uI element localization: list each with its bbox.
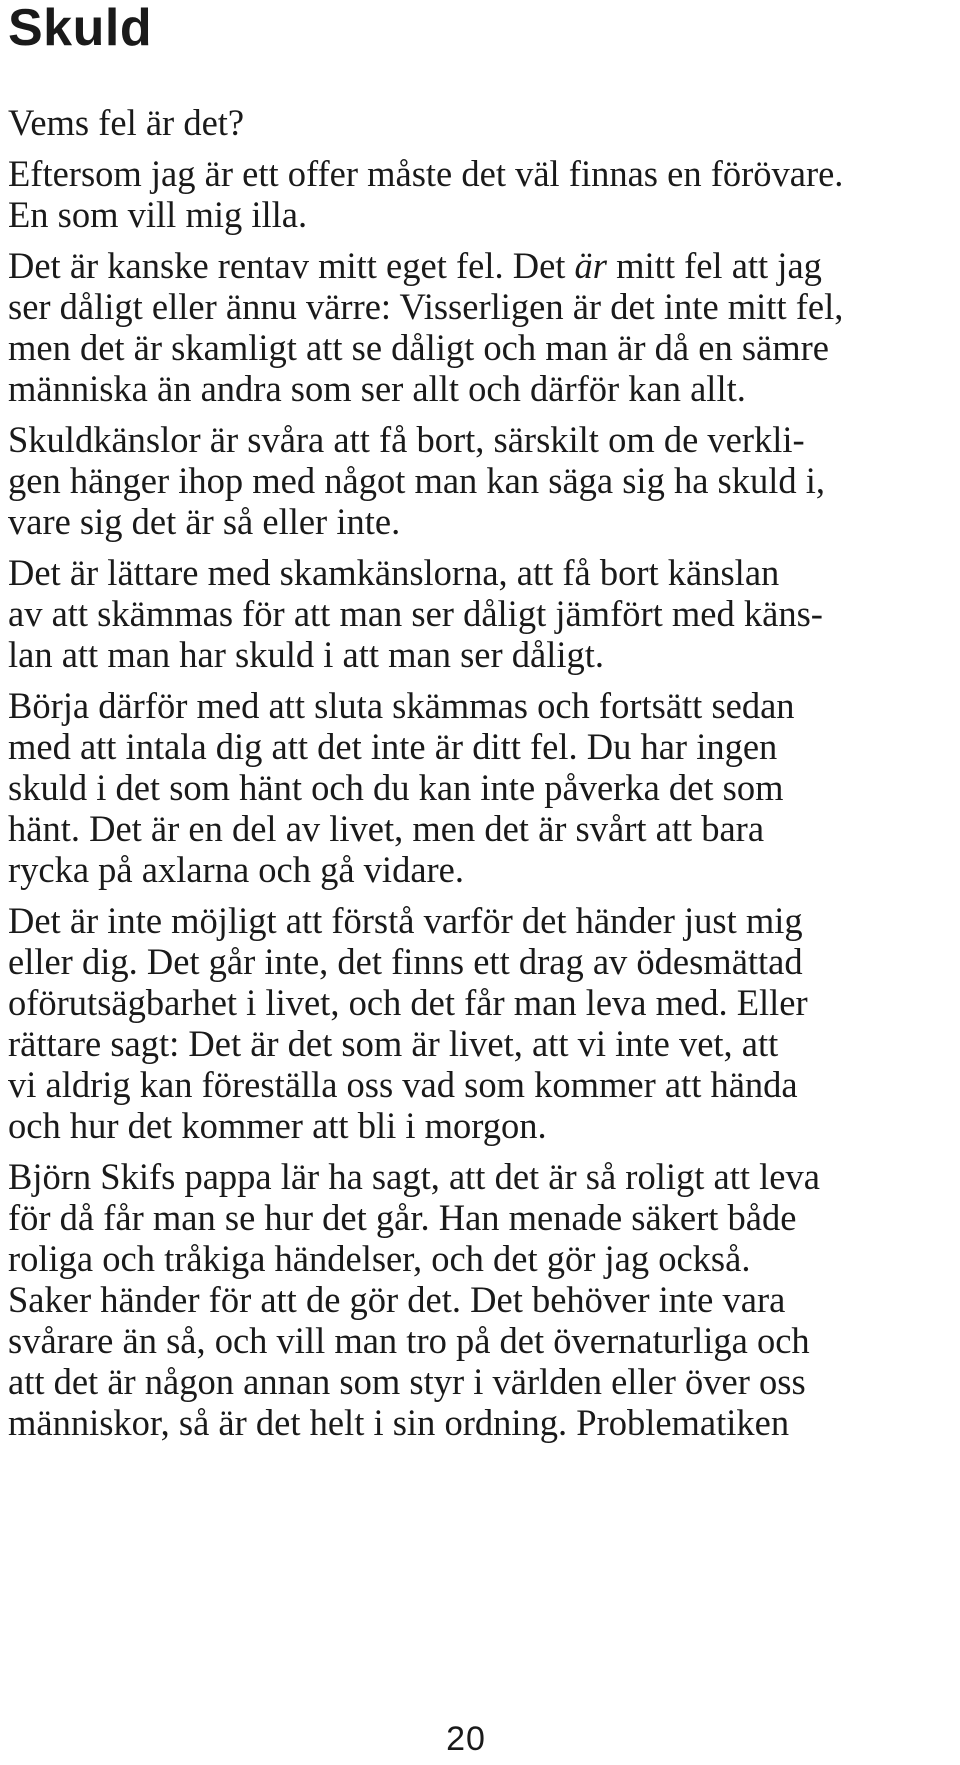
text-segment: mitt fel att jag xyxy=(607,245,822,286)
paragraph-1 xyxy=(8,102,958,143)
paragraph-7 xyxy=(8,900,958,1146)
text-line: vi aldrig kan föreställa oss vad som kommer att hända xyxy=(8,1064,798,1105)
text-segment: Det är kanske rentav mitt eget fel. Det xyxy=(8,245,575,286)
text-line: gen hänger ihop med något man kan säga sig ha skuld i, xyxy=(8,460,826,501)
text-line: ser dåligt eller ännu värre: Visserligen är det inte mitt fel, xyxy=(8,286,844,327)
text-line xyxy=(8,245,958,286)
text-line: Det är lättare med skamkänslorna, att få bort känslan xyxy=(8,552,780,593)
text-line: att det är någon annan som styr i världen eller över oss xyxy=(8,1361,806,1402)
text-line: eller dig. Det går inte, det finns ett drag av ödesmättad xyxy=(8,941,803,982)
text-line: roliga och tråkiga händelser, och det gör jag också. xyxy=(8,1238,751,1279)
chapter-title: Skuld xyxy=(8,0,153,57)
text-line: för då får man se hur det går. Han menade säkert både xyxy=(8,1197,797,1238)
text-line: lan att man har skuld i att man ser dåligt. xyxy=(8,634,605,675)
text-line: människa än andra som ser allt och därför kan allt. xyxy=(8,368,746,409)
paragraph-8 xyxy=(8,1156,958,1443)
document-page xyxy=(8,0,958,1453)
text-line: Skuldkänslor är svåra att få bort, särskilt om de verkli- xyxy=(8,419,805,460)
text-line: av att skämmas för att man ser dåligt jämfört med käns- xyxy=(8,593,823,634)
text-line: Eftersom jag är ett offer måste det väl finnas en förövare. xyxy=(8,153,844,194)
paragraph-6 xyxy=(8,685,958,890)
text-line: men det är skamligt att se dåligt och man är då en sämre xyxy=(8,327,829,368)
text-line: En som vill mig illa. xyxy=(8,194,308,235)
paragraph-4 xyxy=(8,419,958,542)
text-line: Saker händer för att de gör det. Det behöver inte vara xyxy=(8,1279,786,1320)
text-line: hänt. Det är en del av livet, men det är svårt att bara xyxy=(8,808,765,849)
page-number: 20 xyxy=(446,1720,486,1758)
text-line: vare sig det är så eller inte. xyxy=(8,501,401,542)
text-line: rättare sagt: Det är det som är livet, att vi inte vet, att xyxy=(8,1023,779,1064)
text-line: rycka på axlarna och gå vidare. xyxy=(8,849,465,890)
text-line: med att intala dig att det inte är ditt fel. Du har ingen xyxy=(8,726,778,767)
body-text xyxy=(8,102,958,1443)
text-line: oförutsägbarhet i livet, och det får man leva med. Eller xyxy=(8,982,808,1023)
text-line: och hur det kommer att bli i morgon. xyxy=(8,1105,547,1146)
text-line: människor, så är det helt i sin ordning. Problematiken xyxy=(8,1402,790,1443)
text-line: Det är inte möjligt att förstå varför det händer just mig xyxy=(8,900,803,941)
paragraph-2 xyxy=(8,153,958,235)
paragraph-3 xyxy=(8,245,958,409)
paragraph-5 xyxy=(8,552,958,675)
text-line: svårare än så, och vill man tro på det övernaturliga och xyxy=(8,1320,810,1361)
emphasis-text: är xyxy=(574,245,608,286)
text-line: skuld i det som hänt och du kan inte påverka det som xyxy=(8,767,784,808)
text-line: Börja därför med att sluta skämmas och fortsätt sedan xyxy=(8,685,795,726)
text-line: Björn Skifs pappa lär ha sagt, att det är så roligt att leva xyxy=(8,1156,820,1197)
text-line: Vems fel är det? xyxy=(8,102,245,143)
